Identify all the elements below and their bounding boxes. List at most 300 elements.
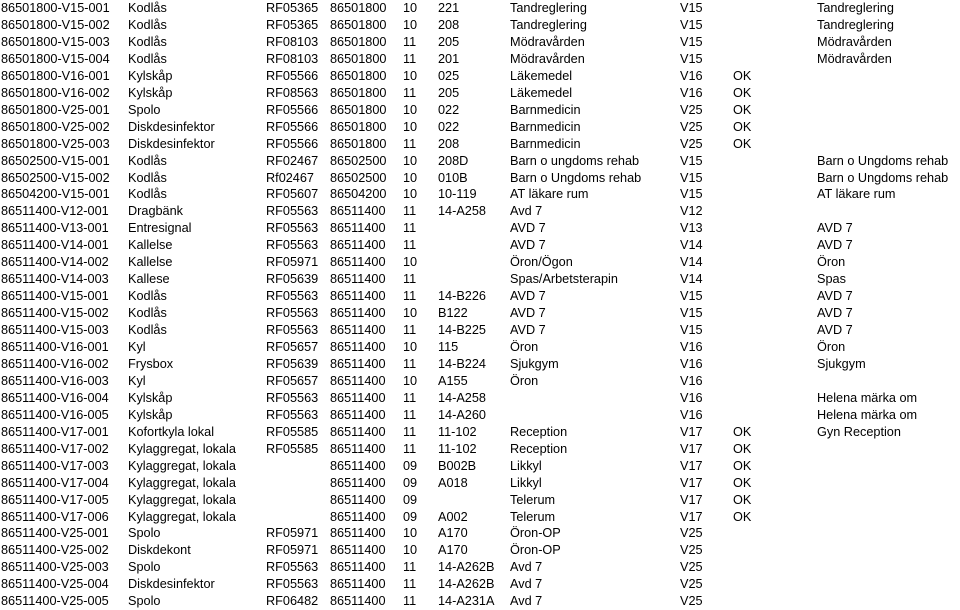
table-row [0,203,960,220]
rf-number-cell: RF05563 [266,323,319,338]
asset-id-cell: 86511400-V16-005 [1,407,109,422]
floor-cell: 09 [403,458,418,473]
rf-number-cell: RF05566 [266,102,319,117]
code-cell: V16 [680,356,703,371]
floor-cell: 10 [403,170,418,185]
department-cell: Telerum [510,492,556,507]
asset-id-cell: 86501800-V16-002 [1,85,110,100]
rf-number-cell: RF05563 [266,577,319,592]
table-row [0,356,960,373]
department-cell: AVD 7 [510,238,546,253]
note-cell: Öron [817,340,846,354]
department-cell: Mödravården [510,51,585,66]
floor-cell: 11 [403,424,417,439]
room-cell: 115 [438,340,459,354]
building-number-cell: 86511400 [330,441,386,456]
status-cell: OK [733,509,752,524]
equipment-type-cell: Kylaggregat, lokala [128,509,236,524]
asset-id-cell: 86511400-V25-002 [1,543,109,558]
status-cell: OK [733,458,752,473]
table-row [0,492,960,509]
code-cell: V15 [680,289,703,304]
building-number-cell: 86501800 [330,119,387,134]
rf-number-cell: RF08103 [266,34,319,49]
asset-id-cell: 86511400-V16-003 [1,373,109,388]
department-cell: Läkemedel [510,85,573,100]
equipment-type-cell: Kallelse [128,238,173,253]
rf-number-cell: RF05563 [266,289,319,304]
code-cell: V15 [680,170,703,185]
rf-number-cell: RF05563 [266,407,319,422]
building-number-cell: 86501800 [330,136,387,151]
asset-id-cell: 86501800-V25-001 [1,102,110,117]
asset-id-cell: 86504200-V15-001 [1,187,110,202]
building-number-cell: 86511400 [330,526,386,541]
rf-number-cell: RF05365 [266,1,319,15]
floor-cell: 11 [403,272,417,287]
rf-number-cell: RF05566 [266,68,319,83]
equipment-type-cell: Kyl [128,373,146,388]
code-cell: V25 [680,543,703,558]
note-cell: AVD 7 [817,238,853,253]
building-number-cell: 86501800 [330,68,387,83]
code-cell: V25 [680,136,703,151]
floor-cell: 11 [403,577,417,592]
floor-cell: 11 [403,594,417,609]
building-number-cell: 86511400 [330,238,386,253]
equipment-type-cell: Kylskåp [128,407,173,422]
department-cell: Öron [510,373,539,388]
equipment-type-cell: Entresignal [128,221,192,236]
room-cell: B002B [438,458,477,473]
table-row [0,288,960,305]
department-cell: Likkyl [510,458,542,473]
code-cell: V25 [680,594,703,609]
equipment-type-cell: Kyl [128,340,146,354]
note-cell: Mödravården [817,51,892,66]
floor-cell: 11 [403,407,417,422]
floor-cell: 10 [403,255,418,270]
rf-number-cell: RF05639 [266,356,319,371]
floor-cell: 10 [403,17,418,32]
table-row [0,424,960,441]
asset-id-cell: 86501800-V25-002 [1,119,110,134]
code-cell: V15 [680,187,703,202]
table-row [0,305,960,322]
floor-cell: 11 [403,441,417,456]
rf-number-cell: RF05585 [266,441,319,456]
equipment-type-cell: Kylaggregat, lokala [128,441,236,456]
asset-id-cell: 86511400-V17-004 [1,475,109,490]
rf-number-cell: Rf02467 [266,170,314,185]
equipment-type-cell: Spolo [128,594,161,609]
equipment-type-cell: Kallelse [128,255,173,270]
code-cell: V17 [680,441,703,456]
code-cell: V15 [680,17,703,32]
code-cell: V17 [680,458,703,473]
asset-id-cell: 86511400-V25-005 [1,594,109,609]
rf-number-cell: RF05563 [266,306,319,321]
equipment-type-cell: Diskdesinfektor [128,577,215,592]
room-cell: 11-102 [438,424,477,439]
room-cell: A018 [438,475,468,490]
building-number-cell: 86501800 [330,34,387,49]
floor-cell: 11 [403,390,417,405]
note-cell: Helena märka om [817,390,918,405]
table-row [0,390,960,407]
floor-cell: 11 [403,136,417,151]
equipment-type-cell: Spolo [128,560,161,575]
asset-id-cell: 86511400-V15-002 [1,306,109,321]
department-cell: Öron-OP [510,526,561,541]
building-number-cell: 86501800 [330,1,387,15]
department-cell: Sjukgym [510,356,559,371]
equipment-type-cell: Spolo [128,102,161,117]
asset-id-cell: 86511400-V14-003 [1,272,109,287]
code-cell: V17 [680,475,703,490]
table-row [0,441,960,458]
equipment-type-cell: Dragbänk [128,204,184,219]
floor-cell: 11 [403,323,417,338]
status-cell: OK [733,68,752,83]
status-cell: OK [733,441,752,456]
equipment-type-cell: Kylskåp [128,85,173,100]
table-row [0,475,960,492]
room-cell: 11-102 [438,441,477,456]
asset-id-cell: 86511400-V17-006 [1,509,109,524]
floor-cell: 11 [403,356,417,371]
room-cell: 14-A231A [438,594,495,609]
code-cell: V14 [680,238,703,253]
floor-cell: 09 [403,492,418,507]
table-row [0,559,960,576]
code-cell: V15 [680,153,703,168]
department-cell: Tandreglering [510,1,587,15]
table-row [0,220,960,237]
building-number-cell: 86511400 [330,509,386,524]
table-row [0,458,960,475]
department-cell: Mödravården [510,34,585,49]
status-cell: OK [733,475,752,490]
room-cell: 201 [438,51,460,66]
floor-cell: 10 [403,306,418,321]
room-cell: 205 [438,34,460,49]
building-number-cell: 86511400 [330,543,386,558]
room-cell: 010B [438,170,468,185]
equipment-type-cell: Kodlås [128,170,167,185]
code-cell: V14 [680,255,703,270]
table-row [0,119,960,136]
department-cell: Likkyl [510,475,542,490]
department-cell: AT läkare rum [510,187,589,202]
rf-number-cell: RF05585 [266,424,319,439]
note-cell: Mödravården [817,34,892,49]
rf-number-cell: RF05563 [266,204,319,219]
asset-id-cell: 86511400-V12-001 [1,204,109,219]
table-row [0,136,960,153]
equipment-type-cell: Diskdekont [128,543,191,558]
floor-cell: 10 [403,373,418,388]
equipment-type-cell: Diskdesinfektor [128,119,215,134]
department-cell: Barnmedicin [510,102,581,117]
floor-cell: 10 [403,187,418,202]
rf-number-cell: RF08563 [266,85,319,100]
equipment-type-cell: Kodlås [128,187,167,202]
building-number-cell: 86511400 [330,577,386,592]
department-cell: Reception [510,424,568,439]
table-row [0,85,960,102]
table-row [0,576,960,593]
building-number-cell: 86501800 [330,102,387,117]
equipment-type-cell: Kylskåp [128,390,173,405]
table-row [0,17,960,34]
asset-id-cell: 86501800-V15-003 [1,34,110,49]
code-cell: V16 [680,390,703,405]
asset-id-cell: 86501800-V15-004 [1,51,110,66]
code-cell: V25 [680,560,703,575]
building-number-cell: 86511400 [330,221,386,236]
room-cell: 14-B226 [438,289,486,304]
room-cell: 10-119 [438,187,477,202]
room-cell: 14-A262B [438,560,495,575]
table-row [0,407,960,424]
code-cell: V16 [680,340,703,354]
equipment-type-cell: Kylaggregat, lokala [128,458,236,473]
floor-cell: 11 [403,85,417,100]
rf-number-cell: RF05566 [266,136,319,151]
table-row [0,373,960,390]
code-cell: V15 [680,51,703,66]
department-cell: Telerum [510,509,556,524]
floor-cell: 11 [403,238,417,253]
asset-id-cell: 86511400-V17-003 [1,458,109,473]
code-cell: V25 [680,526,703,541]
room-cell: A002 [438,509,468,524]
department-cell: Avd 7 [510,594,543,609]
floor-cell: 09 [403,509,418,524]
floor-cell: 11 [403,204,417,219]
equipment-type-cell: Kodlås [128,51,167,66]
table-row [0,542,960,559]
asset-id-cell: 86511400-V16-001 [1,340,109,354]
status-cell: OK [733,492,752,507]
note-cell: Barn o Ungdoms rehab [817,153,949,168]
note-cell: Gyn Reception [817,424,901,439]
note-cell: Helena märka om [817,407,918,422]
floor-cell: 11 [403,34,417,49]
building-number-cell: 86511400 [330,272,386,287]
note-cell: AVD 7 [817,323,853,338]
department-cell: Läkemedel [510,68,573,83]
rf-number-cell: RF05563 [266,560,319,575]
building-number-cell: 86511400 [330,390,386,405]
building-number-cell: 86504200 [330,187,387,202]
note-cell: AT läkare rum [817,187,896,202]
building-number-cell: 86511400 [330,255,386,270]
room-cell: 208 [438,17,460,32]
room-cell: 14-A260 [438,407,486,422]
table-row [0,322,960,339]
note-cell: Tandreglering [817,17,894,32]
room-cell: 14-A262B [438,577,495,592]
equipment-type-cell: Kylaggregat, lokala [128,475,236,490]
room-cell: 205 [438,85,460,100]
floor-cell: 10 [403,68,418,83]
table-row [0,0,960,17]
floor-cell: 10 [403,119,418,134]
rf-number-cell: RF05566 [266,119,319,134]
table-row [0,509,960,526]
equipment-type-cell: Kodlås [128,289,167,304]
note-cell: AVD 7 [817,289,853,304]
room-cell: 221 [438,1,460,15]
table-row [0,271,960,288]
equipment-type-cell: Spolo [128,526,161,541]
room-cell: 208D [438,153,469,168]
asset-id-cell: 86501800-V15-002 [1,17,110,32]
rf-number-cell: RF05563 [266,221,319,236]
asset-id-cell: 86502500-V15-001 [1,153,110,168]
equipment-type-cell: Kodlås [128,17,167,32]
building-number-cell: 86501800 [330,17,387,32]
equipment-type-cell: Frysbox [128,356,174,371]
asset-id-cell: 86511400-V25-004 [1,577,109,592]
note-cell: Sjukgym [817,356,866,371]
asset-id-cell: 86511400-V17-001 [1,424,109,439]
rf-number-cell: RF05657 [266,340,319,354]
code-cell: V25 [680,577,703,592]
equipment-type-cell: Diskdesinfektor [128,136,215,151]
asset-id-cell: 86501800-V16-001 [1,68,110,83]
rf-number-cell: RF05657 [266,373,319,388]
room-cell: B122 [438,306,468,321]
department-cell: AVD 7 [510,221,546,236]
building-number-cell: 86502500 [330,170,387,185]
floor-cell: 10 [403,543,418,558]
department-cell: Barn o ungdoms rehab [510,153,640,168]
building-number-cell: 86511400 [330,356,386,371]
department-cell: Avd 7 [510,577,543,592]
department-cell: AVD 7 [510,323,546,338]
building-number-cell: 86502500 [330,153,387,168]
code-cell: V15 [680,34,703,49]
note-cell: AVD 7 [817,221,853,236]
building-number-cell: 86511400 [330,289,386,304]
department-cell: Barnmedicin [510,136,581,151]
code-cell: V12 [680,204,703,219]
asset-id-cell: 86511400-V16-002 [1,356,109,371]
rf-number-cell: RF05971 [266,526,319,541]
department-cell: Barn o Ungdoms rehab [510,170,642,185]
rf-number-cell: RF05563 [266,238,319,253]
table-row [0,593,960,610]
equipment-type-cell: Kallese [128,272,170,287]
table-row [0,339,960,356]
equipment-type-cell: Kodlås [128,153,167,168]
department-cell: Öron/Ögon [510,255,573,270]
rf-number-cell: RF05563 [266,390,319,405]
asset-id-cell: 86511400-V16-004 [1,390,109,405]
asset-id-cell: 86511400-V14-002 [1,255,109,270]
code-cell: V17 [680,492,703,507]
table-row [0,254,960,271]
table-row [0,525,960,542]
table-row [0,170,960,187]
code-cell: V25 [680,102,703,117]
equipment-type-cell: Kodlås [128,1,167,15]
asset-id-cell: 86511400-V15-003 [1,323,109,338]
asset-id-cell: 86501800-V15-001 [1,1,110,15]
asset-id-cell: 86501800-V25-003 [1,136,110,151]
equipment-type-cell: Kodlås [128,323,167,338]
table-row [0,153,960,170]
table-row [0,237,960,254]
equipment-type-cell: Kylskåp [128,68,173,83]
room-cell: 022 [438,102,460,117]
building-number-cell: 86511400 [330,323,386,338]
rf-number-cell: RF08103 [266,51,319,66]
department-cell: Barnmedicin [510,119,581,134]
department-cell: Avd 7 [510,560,543,575]
asset-id-cell: 86511400-V13-001 [1,221,109,236]
building-number-cell: 86511400 [330,560,386,575]
department-cell: AVD 7 [510,289,546,304]
status-cell: OK [733,136,752,151]
floor-cell: 09 [403,475,418,490]
equipment-type-cell: Kodlås [128,34,167,49]
code-cell: V16 [680,407,703,422]
room-cell: A170 [438,543,468,558]
floor-cell: 11 [403,289,417,304]
code-cell: V13 [680,221,703,236]
department-cell: Öron [510,340,539,354]
floor-cell: 10 [403,153,418,168]
rf-number-cell: RF05607 [266,187,319,202]
floor-cell: 11 [403,51,417,66]
building-number-cell: 86511400 [330,204,386,219]
floor-cell: 11 [403,221,417,236]
rf-number-cell: RF02467 [266,153,319,168]
table-row [0,51,960,68]
asset-id-cell: 86502500-V15-002 [1,170,110,185]
floor-cell: 10 [403,102,418,117]
status-cell: OK [733,424,752,439]
building-number-cell: 86501800 [330,51,387,66]
equipment-type-cell: Kofortkyla lokal [128,424,215,439]
department-cell: Tandreglering [510,17,587,32]
code-cell: V16 [680,68,703,83]
asset-id-cell: 86511400-V25-001 [1,526,109,541]
room-cell: 025 [438,68,460,83]
note-cell: Spas [817,272,846,287]
department-cell: Avd 7 [510,204,543,219]
note-cell: AVD 7 [817,306,853,321]
building-number-cell: 86511400 [330,306,386,321]
code-cell: V17 [680,424,703,439]
rf-number-cell: RF05365 [266,17,319,32]
status-cell: OK [733,119,752,134]
code-cell: V25 [680,119,703,134]
table-row [0,34,960,51]
department-cell: Reception [510,441,568,456]
department-cell: Spas/Arbetsterapin [510,272,618,287]
rf-number-cell: RF05971 [266,255,319,270]
asset-id-cell: 86511400-V15-001 [1,289,109,304]
status-cell: OK [733,102,752,117]
code-cell: V15 [680,323,703,338]
asset-id-cell: 86511400-V25-003 [1,560,109,575]
building-number-cell: 86511400 [330,475,386,490]
